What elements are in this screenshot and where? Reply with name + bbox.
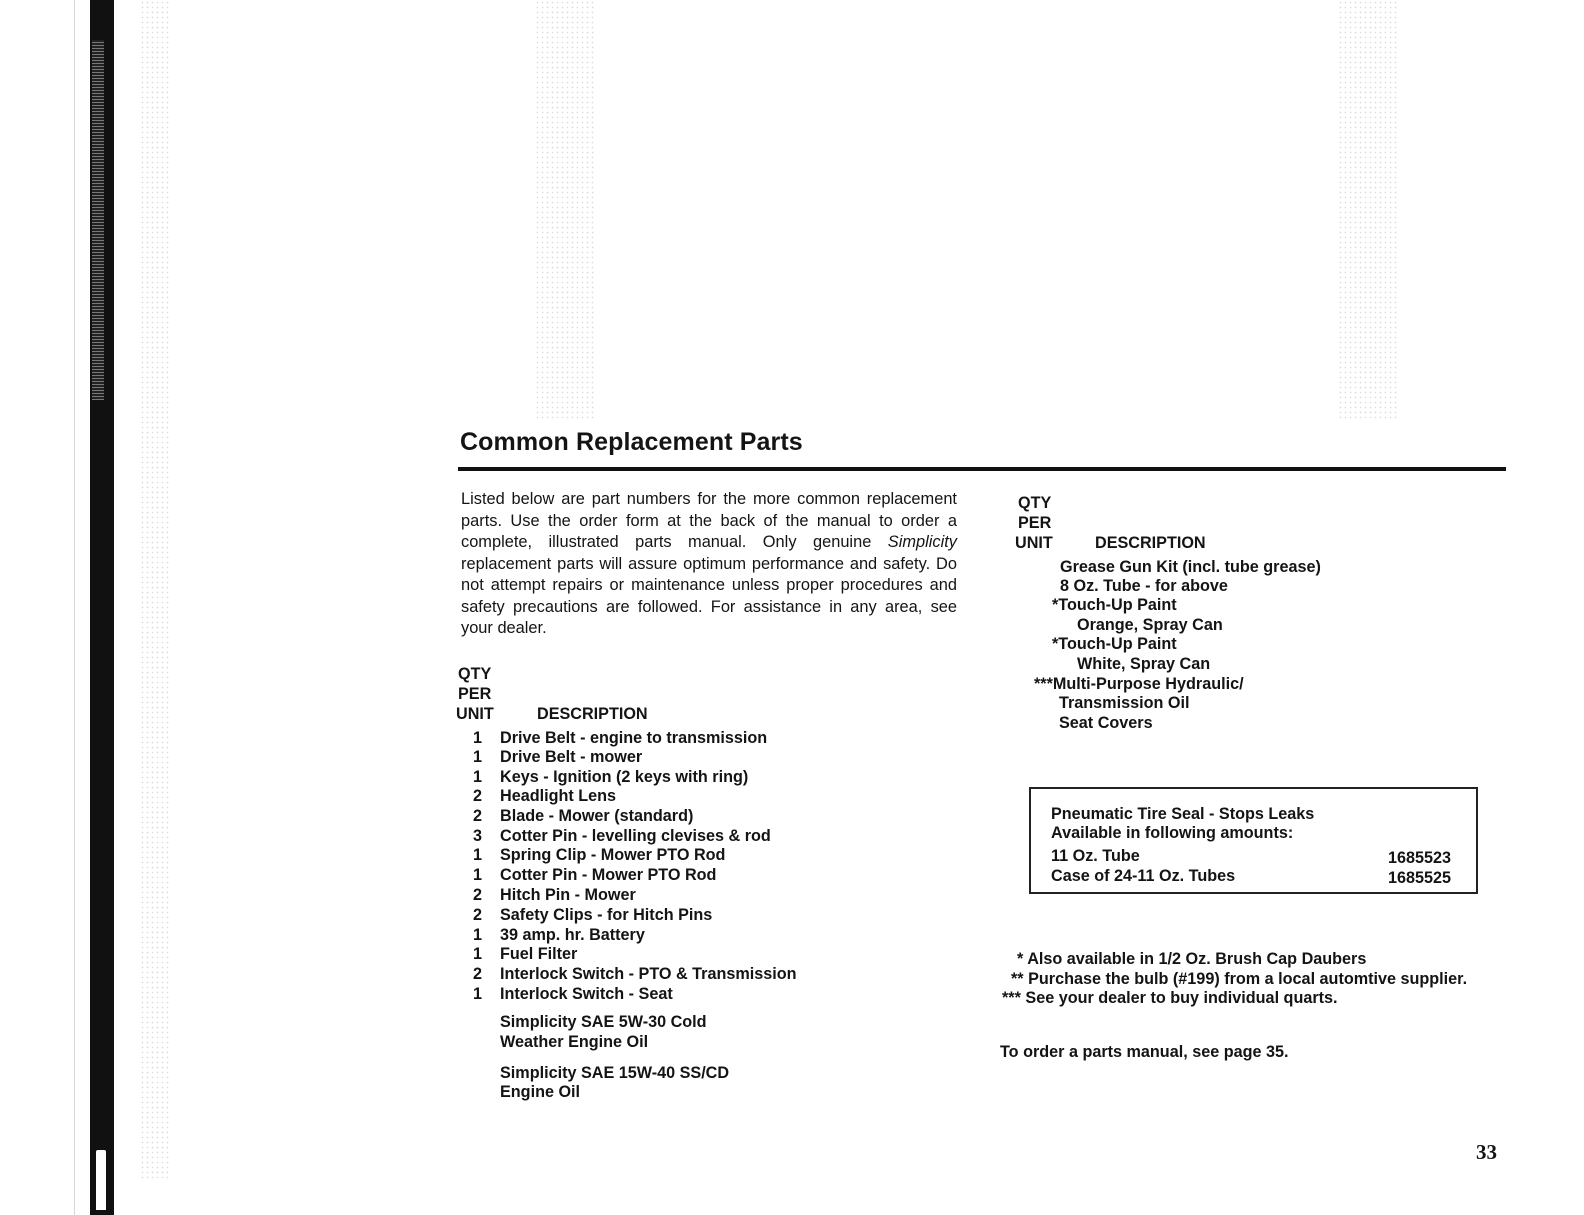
footnote-1: * Also available in 1/2 Oz. Brush Cap Daubers [1017, 950, 1367, 968]
scan-speckle-top-right [1338, 0, 1398, 420]
binding-spine-notch [96, 1150, 106, 1210]
oil-1-line2: Weather Engine Oil [500, 1033, 649, 1051]
left-row-qty: 1 [473, 748, 483, 766]
intro-text-end: replacement parts will assure optimum performance and safety. Do not attempt repairs or maintenance unless proper procedures and safety precautions are followed. For assistance in any area, see your dealer. [461, 554, 957, 637]
left-row-desc: Drive Belt - mower [500, 748, 643, 766]
left-row-desc: Spring Clip - Mower PTO Rod [500, 846, 726, 864]
right-row-desc: ***Multi-Purpose Hydraulic/ [1034, 675, 1244, 693]
page-number: 33 [1476, 1140, 1497, 1164]
right-row-desc: Grease Gun Kit (incl. tube grease) [1060, 558, 1321, 576]
right-header-unit: UNIT [1015, 534, 1053, 552]
left-header-description: DESCRIPTION [537, 705, 648, 723]
tire-seal-item-part: 1685525 [1387, 869, 1451, 887]
left-row-desc: Blade - Mower (standard) [500, 807, 694, 825]
right-header-per: PER [1018, 514, 1052, 532]
left-row-qty: 1 [473, 985, 483, 1003]
left-row-desc: Headlight Lens [500, 787, 617, 805]
left-row-desc: Hitch Pin - Mower [500, 886, 636, 904]
right-row-desc: *Touch-Up Paint [1052, 596, 1177, 614]
left-header-unit: UNIT [456, 705, 494, 723]
left-row-qty: 1 [473, 945, 483, 963]
oil-2-line1: Simplicity SAE 15W-40 SS/CD [500, 1064, 730, 1082]
left-row-desc: 39 amp. hr. Battery [500, 926, 645, 944]
page-edge-line [74, 0, 75, 1215]
right-row-desc: White, Spray Can [1077, 655, 1211, 673]
oil-2-line2: Engine Oil [500, 1083, 581, 1101]
right-row-desc: Transmission Oil [1059, 694, 1190, 712]
order-note: To order a parts manual, see page 35. [1000, 1043, 1289, 1061]
title-rule [458, 467, 1506, 471]
tire-seal-item-desc: Case of 24-11 Oz. Tubes [1051, 867, 1236, 885]
left-row-qty: 2 [473, 906, 483, 924]
left-row-qty: 1 [473, 846, 483, 864]
right-row-desc: 8 Oz. Tube - for above [1060, 577, 1228, 595]
left-row-desc: Interlock Switch - PTO & Transmission [500, 965, 797, 983]
binding-spine-texture [92, 40, 104, 400]
intro-brand: Simplicity [887, 533, 957, 551]
left-row-desc: Drive Belt - engine to transmission [500, 729, 768, 747]
left-row-qty: 1 [473, 729, 483, 747]
left-row-desc: Safety Clips - for Hitch Pins [500, 906, 713, 924]
intro-paragraph [461, 489, 957, 640]
tire-seal-title: Pneumatic Tire Seal - Stops Leaks [1051, 805, 1315, 823]
footnote-3: *** See your dealer to buy individual quarts. [1002, 989, 1338, 1007]
left-row-desc: Keys - Ignition (2 keys with ring) [500, 768, 749, 786]
left-row-qty: 1 [473, 866, 483, 884]
left-header-qty: QTY [458, 665, 492, 683]
intro-text-start: Listed below are part numbers for the more common replacement parts. Use the order form at the back of the manual to order a complete, illustrated parts manual. Only genuine [461, 490, 957, 551]
left-row-desc: Cotter Pin - levelling clevises & rod [500, 827, 771, 845]
right-row-desc: Orange, Spray Can [1077, 616, 1223, 634]
left-row-desc: Fuel Filter [500, 945, 578, 963]
footnote-2: ** Purchase the bulb (#199) from a local automtive supplier. [1011, 970, 1468, 988]
left-row-desc: Interlock Switch - Seat [500, 985, 673, 1003]
tire-seal-box [1029, 787, 1478, 894]
tire-seal-item-part: 1685523 [1387, 849, 1451, 867]
left-row-qty: 2 [473, 965, 483, 983]
tire-seal-item-desc: 11 Oz. Tube [1051, 847, 1140, 865]
left-row-desc: Cotter Pin - Mower PTO Rod [500, 866, 717, 884]
page-title: Common Replacement Parts [460, 428, 803, 456]
left-row-qty: 2 [473, 787, 483, 805]
right-header-qty: QTY [1018, 494, 1052, 512]
right-header-description: DESCRIPTION [1095, 534, 1206, 552]
scan-speckle-left [140, 0, 170, 1180]
left-row-qty: 1 [473, 926, 483, 944]
tire-seal-subtitle: Available in following amounts: [1051, 824, 1294, 842]
right-row-desc: Seat Covers [1059, 714, 1153, 732]
left-header-per: PER [458, 685, 492, 703]
left-row-qty: 3 [473, 827, 483, 845]
scan-speckle-top-center [535, 0, 595, 420]
left-row-qty: 2 [473, 886, 483, 904]
left-row-qty: 2 [473, 807, 483, 825]
oil-1-line1: Simplicity SAE 5W-30 Cold [500, 1013, 707, 1031]
left-row-qty: 1 [473, 768, 483, 786]
right-row-desc: *Touch-Up Paint [1052, 635, 1177, 653]
